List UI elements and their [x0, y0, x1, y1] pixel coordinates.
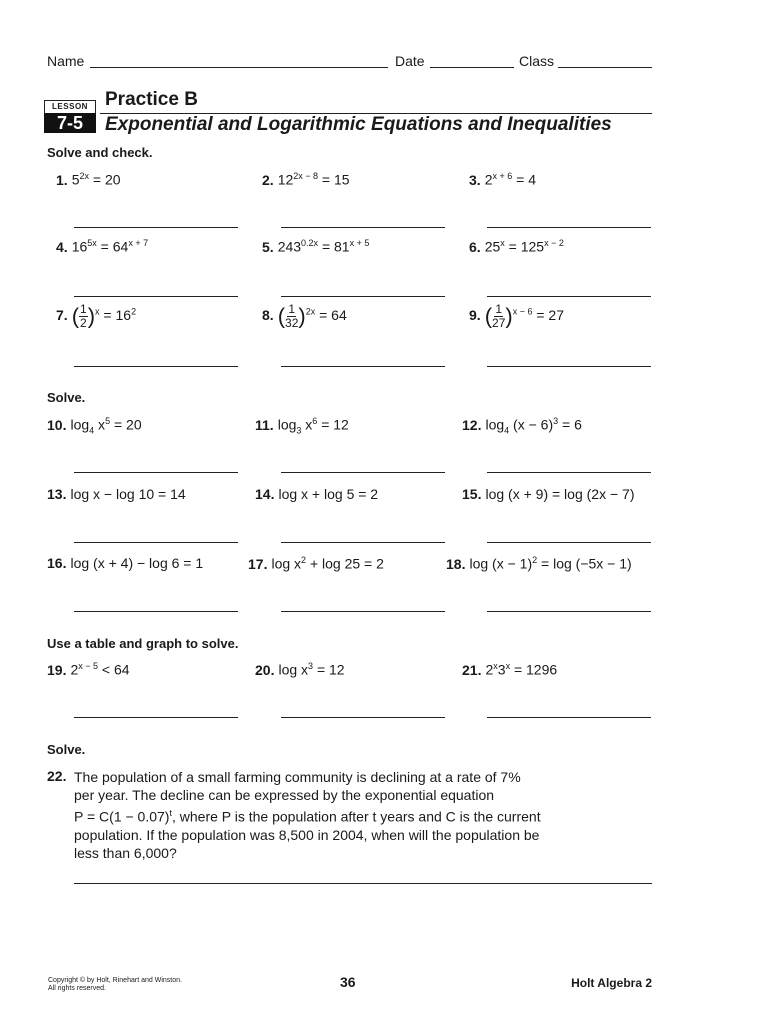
answer-line-6[interactable] [487, 296, 651, 297]
answer-line-2[interactable] [281, 227, 445, 228]
problem-1: 1. $5^{2x} = 20$ [56, 171, 121, 188]
problem-7: 7. ( $\frac{1}{2}$ )$^x = 16^2$ [56, 302, 137, 330]
answer-line-9[interactable] [487, 366, 651, 367]
lesson-badge [44, 100, 96, 134]
problem-4: 4. $16^{5x} = 64^{x + 7}$ [56, 238, 149, 255]
answer-line-19[interactable] [74, 717, 238, 718]
answer-line-10[interactable] [74, 472, 238, 473]
problem-20: 20. $\log x^3 = 12$ [255, 661, 345, 678]
answer-line-14[interactable] [281, 542, 445, 543]
answer-line-8[interactable] [281, 366, 445, 367]
problem-21: 21. $2^x3^x = 1296$ [462, 661, 558, 678]
answer-line-3[interactable] [487, 227, 651, 228]
class-field[interactable] [558, 67, 652, 68]
problem-9: 9. ( $\frac{1}{27}$ )$^{x - 6}$ = 27 [469, 302, 564, 330]
problem-22-text: The population of a small farming community is declining at a rate of 7% per year. The decline can be expressed by the exponential equation $P = C(1 - 0.07)^t$, where P is the population after t years and C is the current population. If the population was 8,500 in 2004, when will the population be less than 6,000? [74, 769, 541, 861]
answer-line-15[interactable] [487, 542, 651, 543]
answer-line-18[interactable] [487, 611, 651, 612]
answer-line-16[interactable] [74, 611, 238, 612]
practice-title: Practice B [105, 89, 198, 110]
problem-22-number: 22. [47, 768, 67, 784]
problem-11: 11. $\log_3 x^6 = 12$ [255, 416, 349, 436]
name-label: Name [47, 53, 85, 69]
problem-5: 5. $243^{0.2x} = 81^{x + 5}$ [262, 238, 370, 255]
problem-19: 19. $2^{x - 5} < 64$ [47, 661, 130, 678]
section-solve-word: Solve. [47, 742, 86, 757]
answer-line-5[interactable] [281, 296, 445, 297]
section-solve: Solve. [47, 390, 86, 405]
answer-line-4[interactable] [74, 296, 238, 297]
problem-3: 3. $2^{x + 6} = 4$ [469, 171, 536, 188]
problem-13: 13. log x − log 10 = 14 [47, 486, 186, 502]
answer-line-12[interactable] [487, 472, 651, 473]
problem-2: 2. $12^{2x - 8} = 15$ [262, 171, 350, 188]
problem-14: 14. log x + log 5 = 2 [255, 486, 379, 502]
problem-8: 8. ( $\frac{1}{32}$ )$^{2x}$ = 64 [262, 302, 347, 330]
answer-line-11[interactable] [281, 472, 445, 473]
answer-line-1[interactable] [74, 227, 238, 228]
problem-6: 6. $25^x = 125^{x - 2}$ [469, 238, 564, 255]
problem-16: 16. log (x + 4) − log 6 = 1 [47, 555, 204, 571]
answer-line-21[interactable] [487, 717, 651, 718]
lesson-number: 7-5 [44, 113, 96, 133]
copyright: Copyright © by Holt, Rinehart and Winston. All rights reserved. [48, 977, 182, 992]
problem-17: 17. $\log x^2 + \log 25 = 2$ [248, 555, 384, 572]
answer-line-22[interactable] [74, 883, 652, 884]
book-title: Holt Algebra 2 [571, 976, 652, 990]
problem-12: 12. $\log_4 (x - 6)^3 = 6$ [462, 416, 582, 436]
lesson-label: LESSON [44, 100, 96, 114]
answer-line-7[interactable] [74, 366, 238, 367]
page-number: 36 [340, 974, 356, 990]
problem-10: 10. $\log_4 x^5 = 20$ [47, 416, 142, 436]
problem-18: 18. $\log (x - 1)^2 = \log (-5x - 1)$ [446, 555, 632, 572]
section-solve-check: Solve and check. [47, 145, 153, 160]
class-label: Class [519, 53, 555, 69]
date-field[interactable] [430, 67, 514, 68]
lesson-topic: Exponential and Logarithmic Equations and Inequalities [105, 114, 612, 135]
answer-line-13[interactable] [74, 542, 238, 543]
problem-15: 15. log (x + 9) = log (2x − 7) [462, 486, 635, 502]
date-label: Date [395, 53, 425, 69]
name-field[interactable] [90, 67, 388, 68]
answer-line-20[interactable] [281, 717, 445, 718]
section-table-graph: Use a table and graph to solve. [47, 636, 239, 651]
answer-line-17[interactable] [281, 611, 445, 612]
